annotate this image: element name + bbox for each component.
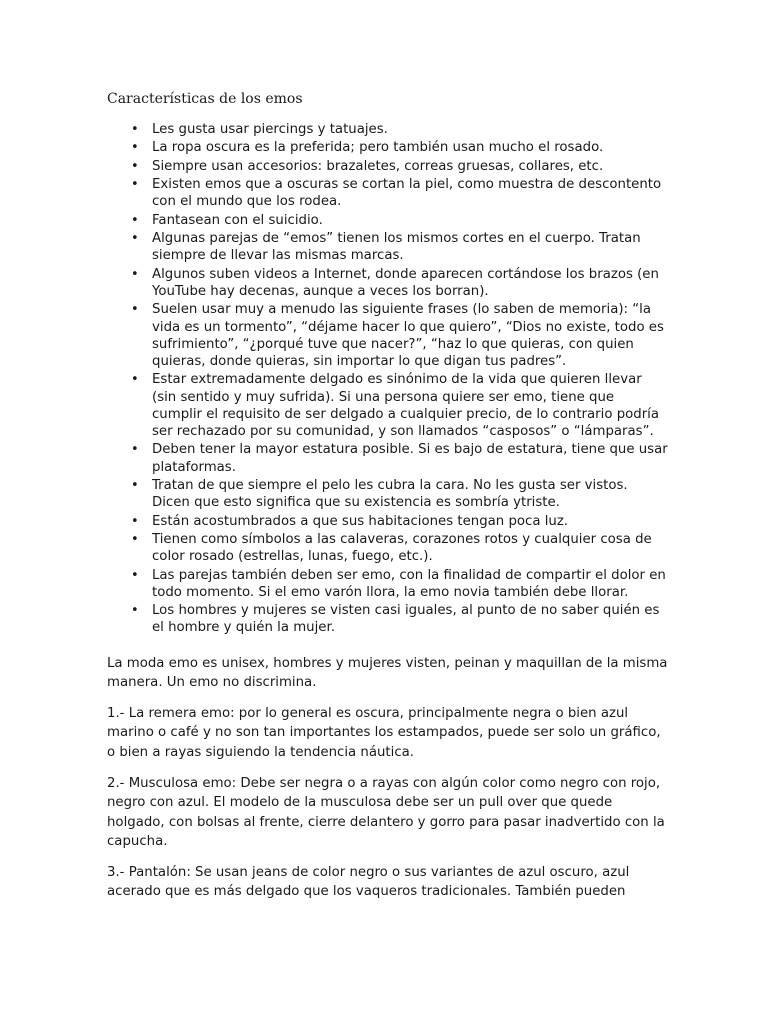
list-item: • Tienen como símbolos a las calaveras, corazones rotos y cualquier cosa de color rosado (estrellas, lunas, fuego, etc.). bbox=[152, 531, 668, 565]
list-item: • La ropa oscura es la preferida; pero también usan mucho el rosado. bbox=[152, 139, 668, 156]
paragraph-musculosa: 2.- Musculosa emo: Debe ser negra o a rayas con algún color como negro con rojo, negro con azul. El modelo de la musculosa debe ser un pull over que quede holgado, con bolsas al frente, cierre delantero y gorro para pasar inadvertido con la capucha. bbox=[107, 776, 665, 849]
list-item: • Siempre usan accesorios: brazaletes, correas gruesas, collares, etc. bbox=[152, 158, 668, 175]
paragraph-intro: La moda emo es unisex, hombres y mujeres visten, peinan y maquillan de la misma manera. Un emo no discrimina. bbox=[107, 655, 668, 690]
characteristics-list bbox=[107, 121, 668, 637]
list-item: • Estar extremadamente delgado es sinónimo de la vida que quieren llevar (sin sentido y muy sufrida). Si una persona quiere ser emo, tiene que cumplir el requisito de ser delgado a cualquier precio, de lo contrario podría ser rechazado por su comunidad, y son llamados “casposos” o “lámparas”. bbox=[152, 371, 668, 440]
list-item: • Algunos suben videos a Internet, donde aparecen cortándose los brazos (en YouTube hay decenas, aunque a veces los borran). bbox=[152, 266, 668, 300]
list-item: • Tratan de que siempre el pelo les cubra la cara. No les gusta ser vistos. Dicen que esto significa que su existencia es sombría ytriste. bbox=[152, 477, 668, 511]
list-item: • Deben tener la mayor estatura posible. Si es bajo de estatura, tiene que usar plataformas. bbox=[152, 441, 668, 475]
list-item: • Algunas parejas de “emos” tienen los mismos cortes en el cuerpo. Tratan siempre de llevar las mismas marcas. bbox=[152, 230, 668, 264]
list-item: • Existen emos que a oscuras se cortan la piel, como muestra de descontento con el mundo que los rodea. bbox=[152, 176, 668, 210]
document-title: Características de los emos bbox=[107, 91, 303, 107]
paragraph-pantalon: 3.- Pantalón: Se usan jeans de color negro o sus variantes de azul oscuro, azul acerado que es más delgado que los vaqueros tradicionales. También pueden bbox=[107, 865, 630, 900]
list-item: • Están acostumbrados a que sus habitaciones tengan poca luz. bbox=[152, 513, 668, 530]
list-item: • Los hombres y mujeres se visten casi iguales, al punto de no saber quién es el hombre y quién la mujer. bbox=[152, 602, 668, 636]
paragraph-remera: 1.- La remera emo: por lo general es oscura, principalmente negra o bien azul marino o café y no son tan importantes los estampados, puede ser solo un gráfico, o bien a rayas siguiendo la tendencia náutica. bbox=[107, 706, 661, 760]
list-item: • Fantasean con el suicidio. bbox=[152, 212, 668, 229]
list-item: • Las parejas también deben ser emo, con la finalidad de compartir el dolor en todo momento. Si el emo varón llora, la emo novia también debe llorar. bbox=[152, 567, 668, 601]
list-item: • Les gusta usar piercings y tatuajes. bbox=[152, 121, 668, 138]
list-item: • Suelen usar muy a menudo las siguiente frases (lo saben de memoria): “la vida es un tormento”, “déjame hacer lo que quiero”, “Dios no existe, todo es sufrimiento”, “¿porqué tuve que nacer?”, “haz lo que quieras, con quien quieras, donde quieras, sin importar lo que digan tus padres”. bbox=[152, 301, 668, 370]
